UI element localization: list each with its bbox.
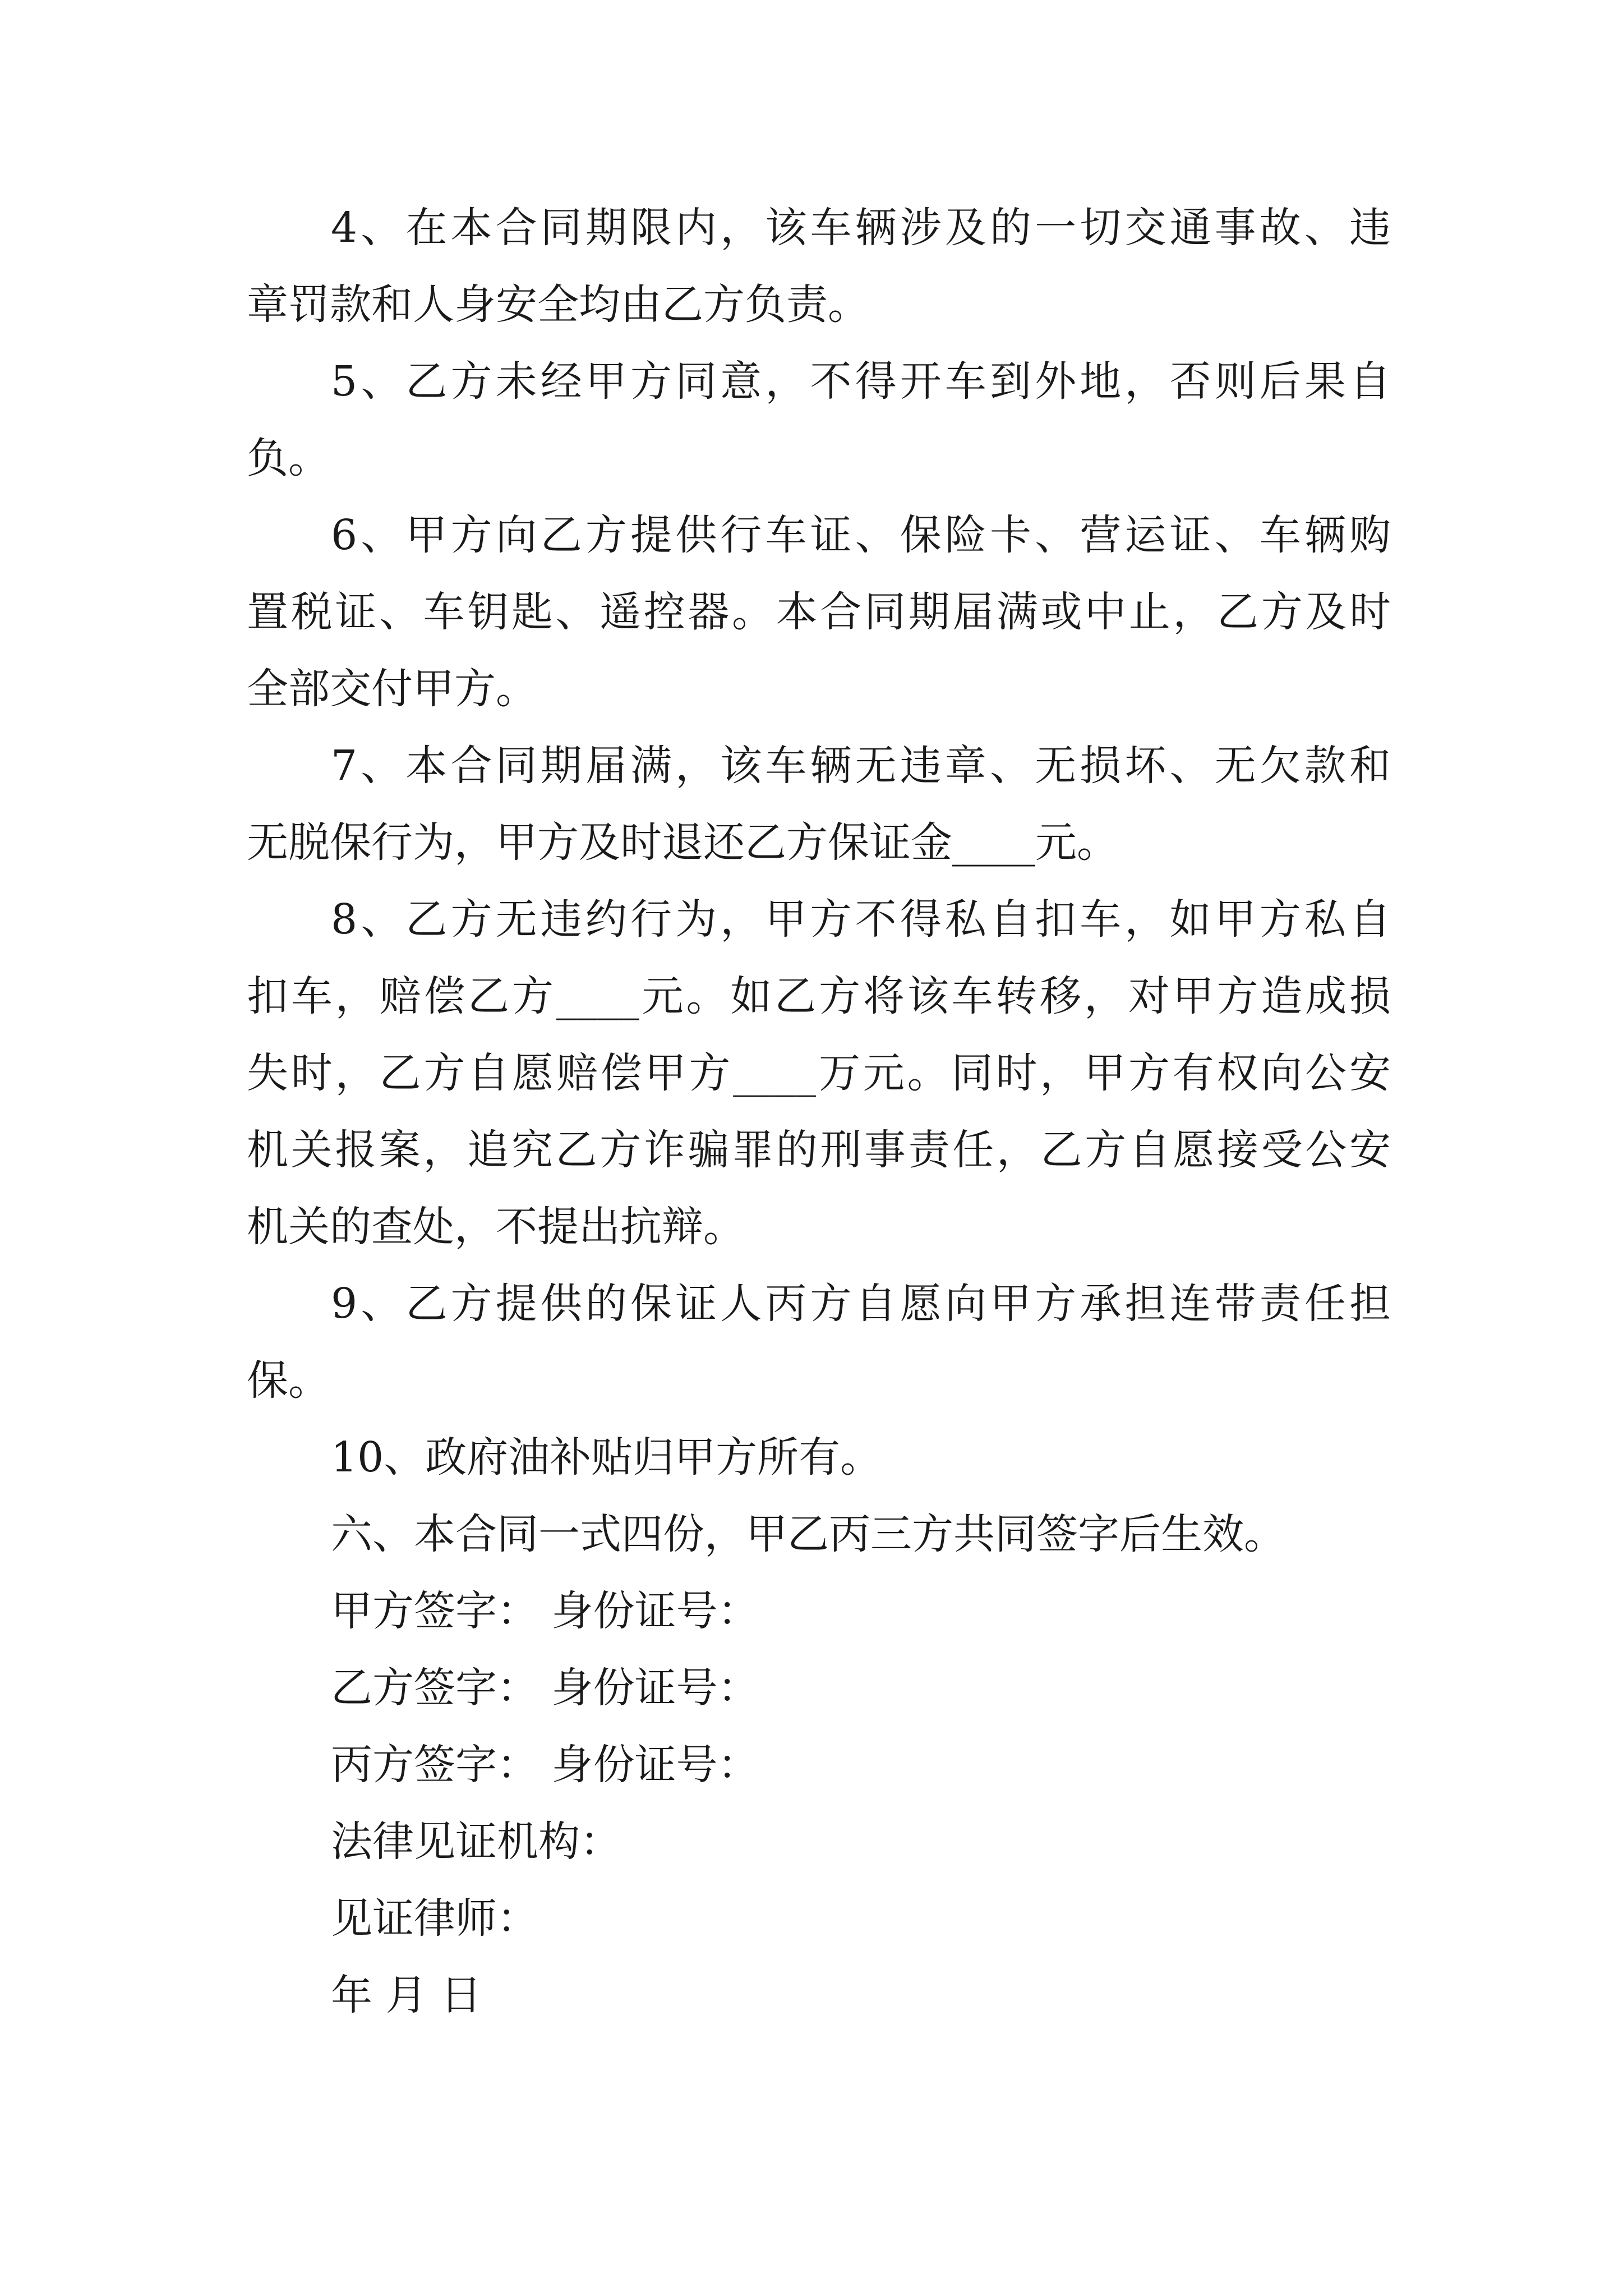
clause-4-line-2: 章罚款和人身安全均由乙方负责。 <box>247 280 869 329</box>
clause-9-line-1: 9、乙方提供的保证人丙方自愿向甲方承担连带责任担 <box>331 1280 1391 1328</box>
clause-4-line-1: 4、在本合同期限内，该车辆涉及的一切交通事故、违 <box>331 204 1391 252</box>
clause-5-line-1: 5、乙方未经甲方同意，不得开车到外地，否则后果自 <box>331 357 1391 406</box>
legal-witness-institution-line: 法律见证机构： <box>331 1818 621 1866</box>
clause-6-line-3: 全部交付甲方。 <box>247 665 537 713</box>
date-line: 年 月 日 <box>331 1971 482 2019</box>
clause-10: 10、政府油补贴归甲方所有。 <box>331 1433 882 1481</box>
section-6-effectiveness: 六、本合同一式四份，甲乙丙三方共同签字后生效。 <box>331 1510 1285 1558</box>
clause-6-line-1: 6、甲方向乙方提供行车证、保险卡、营运证、车辆购 <box>331 511 1391 559</box>
clause-7-line-2: 无脱保行为，甲方及时退还乙方保证金____元。 <box>247 818 1118 867</box>
party-c-signature-line: 丙方签字： 身份证号： <box>331 1741 759 1789</box>
clause-8-line-2: 扣车，赔偿乙方____元。如乙方将该车转移，对甲方造成损 <box>247 972 1391 1020</box>
clause-8-line-3: 失时，乙方自愿赔偿甲方____万元。同时，甲方有权向公安 <box>247 1049 1391 1097</box>
clause-5-line-2: 负。 <box>247 434 330 482</box>
witness-lawyer-line: 见证律师： <box>331 1894 538 1943</box>
clause-8-line-4: 机关报案，追究乙方诈骗罪的刑事责任，乙方自愿接受公安 <box>247 1126 1391 1174</box>
party-b-signature-line: 乙方签字： 身份证号： <box>331 1664 759 1712</box>
clause-9-line-2: 保。 <box>247 1356 330 1405</box>
clause-6-line-2: 置税证、车钥匙、遥控器。本合同期届满或中止，乙方及时 <box>247 588 1391 636</box>
clause-8-line-5: 机关的查处，不提出抗辩。 <box>247 1203 745 1251</box>
clause-7-line-1: 7、本合同期届满，该车辆无违章、无损坏、无欠款和 <box>331 742 1391 790</box>
party-a-signature-line: 甲方签字： 身份证号： <box>331 1587 759 1635</box>
clause-8-line-1: 8、乙方无违约行为，甲方不得私自扣车，如甲方私自 <box>331 895 1391 944</box>
